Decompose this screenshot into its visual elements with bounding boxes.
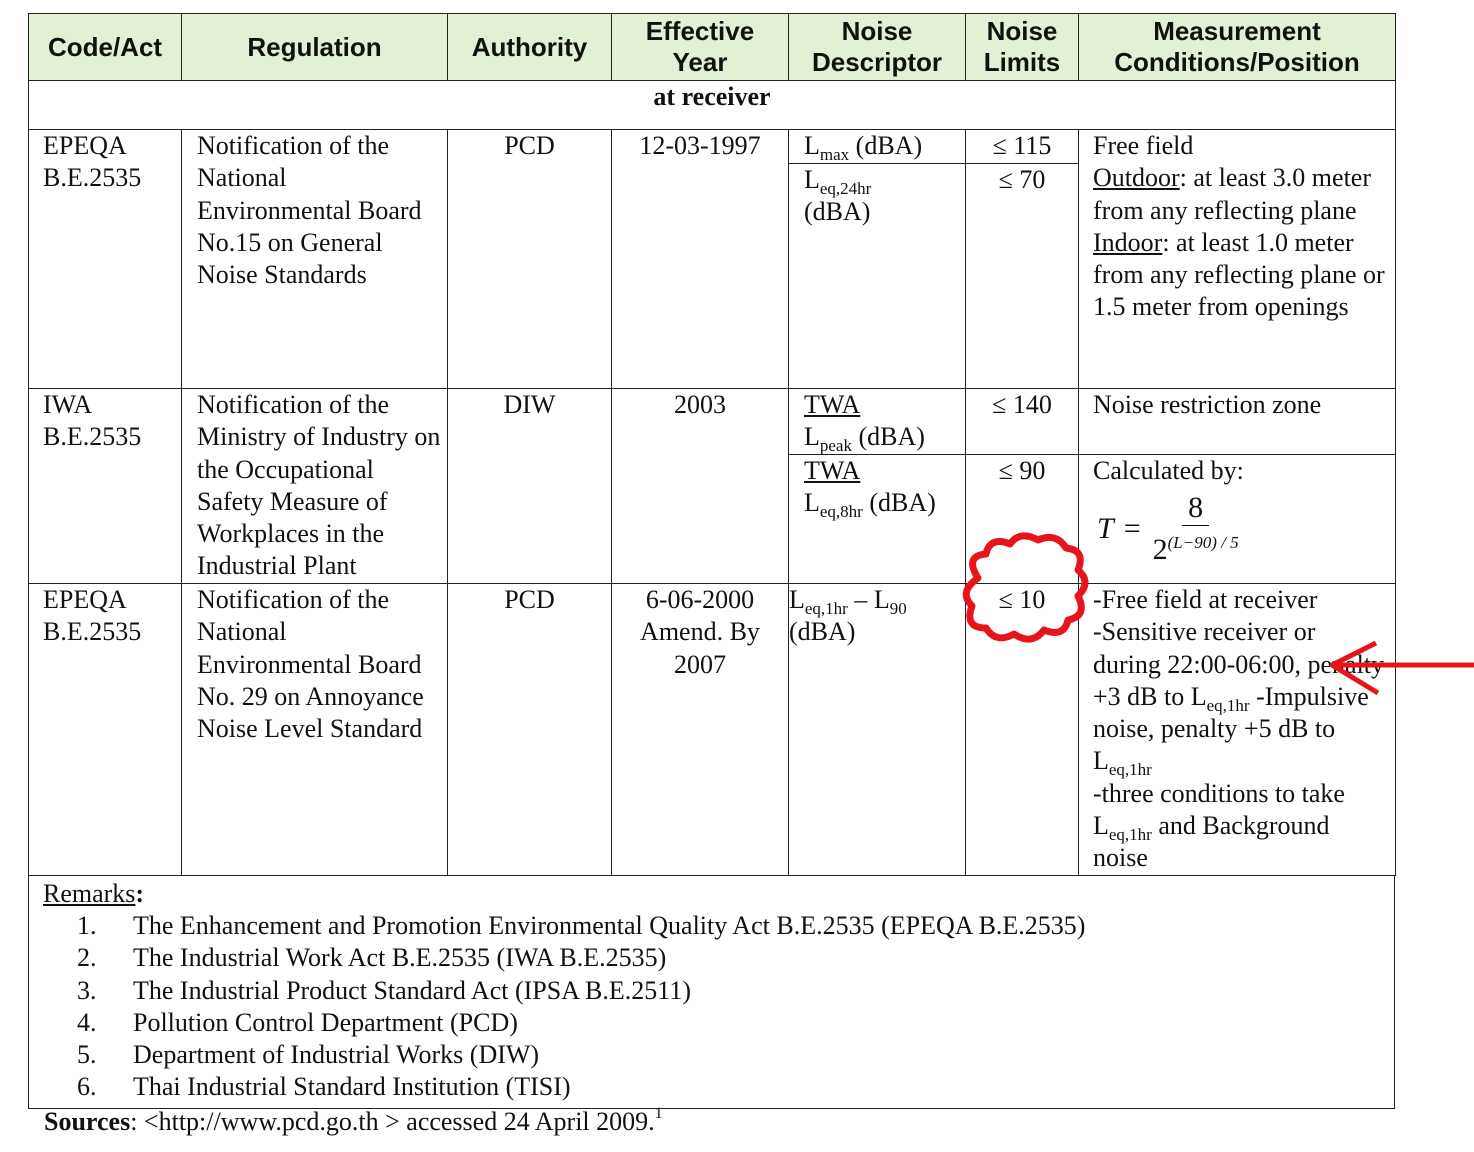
regulation-document — [28, 13, 1395, 1109]
formula-t: T — [1097, 512, 1114, 546]
authority-cell: DIW — [448, 389, 612, 584]
meas-indoor: Indoor: at least 1.0 meter from any reflecting plane or 1.5 meter from openings — [1093, 227, 1385, 322]
limit-90: ≤ 90 — [998, 456, 1046, 485]
meas-calculated-label: Calculated by: — [1093, 456, 1244, 485]
header-noise-descriptor: Noise Descriptor — [789, 14, 966, 81]
remarks-list — [43, 910, 1380, 1104]
sources-text: : <http://www.pcd.go.th > accessed 24 April 2009. — [130, 1107, 655, 1136]
header-code: Code/Act — [29, 14, 182, 81]
year-cell: 12-03-1997 — [612, 130, 789, 389]
code-cell: EPEQA B.E.2535 — [29, 130, 182, 389]
measurement-cell — [1079, 389, 1396, 584]
formula-denominator: $2^{(L-90) / 5}$ — [1152, 533, 1239, 567]
limit-140: ≤ 140 — [966, 389, 1078, 455]
header-regulation: Regulation — [182, 14, 448, 81]
formula-fraction — [1153, 491, 1239, 567]
subheader-row — [29, 81, 1396, 130]
descriptor-cell — [789, 130, 966, 389]
descriptor-cell — [789, 389, 966, 584]
header-effective-year: Effective Year — [612, 14, 789, 81]
header-noise-limits: Noise Limits — [966, 14, 1079, 81]
subheader-at-receiver: at receiver — [29, 81, 1396, 130]
sources-line — [44, 1105, 663, 1137]
meas-three-conditions: -three conditions to take $L_{eq,1hr}$ and Background noise — [1093, 778, 1345, 873]
limits-cell — [966, 389, 1079, 584]
remarks-section — [28, 876, 1395, 1109]
descriptor-cell: $L_{eq,1hr} - L_{90}$ (dBA) — [789, 584, 966, 876]
descriptor-leq24: $L_{eq,24hr}$ (dBA) — [804, 165, 872, 227]
list-item: 4. Pollution Control Department (PCD) — [103, 1007, 1380, 1039]
sources-label: Sources — [44, 1107, 131, 1136]
list-item: 5. Department of Industrial Works (DIW) — [103, 1039, 1380, 1071]
authority-cell: PCD — [448, 584, 612, 876]
meas-outdoor: Outdoor: at least 3.0 meter from any reflecting plane — [1093, 163, 1371, 225]
meas-sensitive-receiver: -Sensitive receiver or during 22:00-06:00, penalty +3 dB to $L_{eq,1hr}$ -Impulsive noise, penalty +5 dB to $L_{eq,1hr}$ — [1093, 617, 1385, 780]
twa-formula — [1097, 491, 1395, 567]
list-item: 1. The Enhancement and Promotion Environmental Quality Act B.E.2535 (EPEQA B.E.2535) — [103, 910, 1380, 942]
limit-70: ≤ 70 — [998, 165, 1046, 194]
meas-free-field-receiver: -Free field at receiver — [1093, 585, 1318, 614]
list-item: 2. The Industrial Work Act B.E.2535 (IWA B.E.2535) — [103, 942, 1380, 974]
descriptor-leq8: TWA $L_{eq,8hr}$ (dBA) — [804, 456, 936, 522]
formula-equals: = — [1123, 512, 1141, 546]
year-cell: 2003 — [612, 389, 789, 584]
list-item: 6. Thai Industrial Standard Institution (TISI) — [103, 1071, 1380, 1103]
table-row — [29, 584, 1396, 876]
descriptor-lmax: $L_{max}$ (dBA) — [789, 130, 965, 164]
limit-10: ≤ 10 — [966, 584, 1079, 876]
header-measurement: Measurement Conditions/Position — [1079, 14, 1396, 81]
regulation-cell: Notification of the National Environmental Board No.15 on General Noise Standards — [182, 130, 448, 389]
formula-numerator: 8 — [1182, 491, 1209, 526]
noise-regulation-table — [28, 13, 1396, 876]
authority-cell: PCD — [448, 130, 612, 389]
limit-115: ≤ 115 — [966, 130, 1078, 164]
regulation-cell: Notification of the Ministry of Industry on the Occupational Safety Measure of Workplaces in the Industrial Plant — [182, 389, 448, 584]
code-cell: EPEQA B.E.2535 — [29, 584, 182, 876]
meas-free-field: Free field — [1093, 131, 1194, 160]
remarks-title: Remarks: — [43, 878, 145, 908]
table-row — [29, 389, 1396, 584]
regulation-cell: Notification of the National Environmental Board No. 29 on Annoyance Noise Level Standard — [182, 584, 448, 876]
meas-calculated — [1079, 455, 1395, 567]
footnote-mark: 1 — [654, 1105, 663, 1122]
code-cell: IWA B.E.2535 — [29, 389, 182, 584]
list-item: 3. The Industrial Product Standard Act (IPSA B.E.2511) — [103, 975, 1380, 1007]
table-row — [29, 130, 1396, 389]
meas-restriction-zone: Noise restriction zone — [1079, 389, 1395, 455]
header-authority: Authority — [448, 14, 612, 81]
descriptor-lpeak: TWA $L_{peak}$ (dBA) — [789, 389, 965, 455]
limits-cell — [966, 130, 1079, 389]
year-cell: 6-06-2000 Amend. By 2007 — [612, 584, 789, 876]
measurement-cell — [1079, 130, 1396, 389]
measurement-cell — [1079, 584, 1396, 876]
header-row — [29, 14, 1396, 81]
